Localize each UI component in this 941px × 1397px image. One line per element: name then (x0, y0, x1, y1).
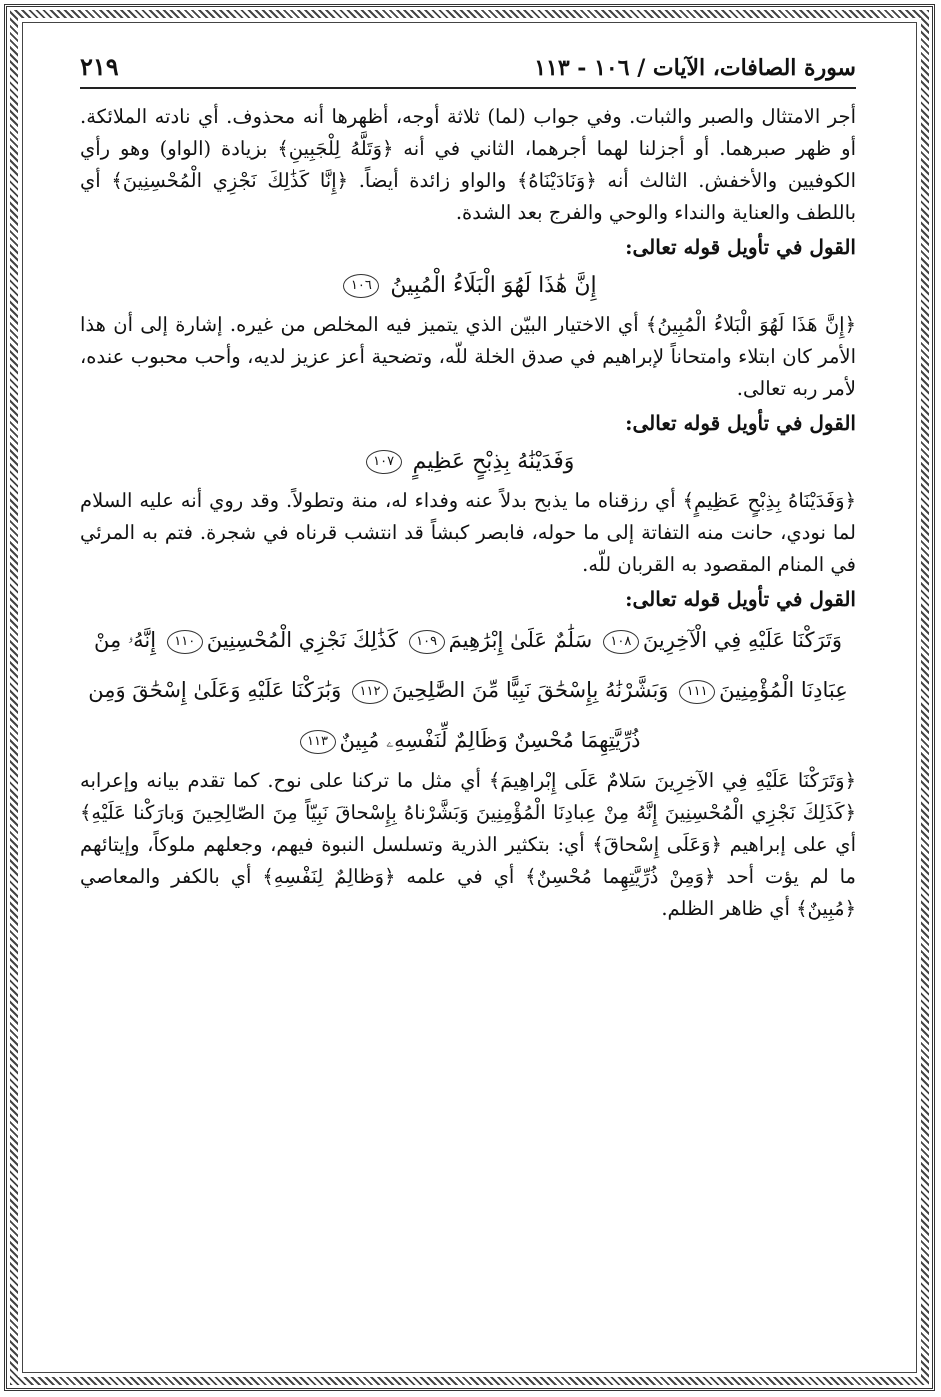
verse-number-badge: ١٠٩ (409, 630, 445, 654)
verse-text: إِنَّهُۥ مِنْ عِبَادِنَا الْمُؤْمِنِينَ (93, 628, 848, 702)
verse-number-badge: ١٠٦ (343, 274, 379, 298)
page-header (80, 52, 856, 89)
paragraph-2: ﴿إِنَّ هَذَا لَهُوَ الْبَلاءُ الْمُبِينُ﴾ أي الاختيار البيّن الذي يتميز فيه المخلص من غيره. إشارة إلى أن هذا الأمر كان ابتلاء وامتحاناً لإبراهيم في صدق الخلة للّه، وتضحية أعز عزيز لديه، وأحب محبوب عنده، لأمر ربه تعالى. (80, 313, 856, 400)
paragraph-3: ﴿وَفَدَيْنَاهُ بِذِبْحٍ عَظِيمٍ﴾ أي رزقناه ما يذبح بدلاً عنه وفداء له، منة وتطولاً. وقد روي أنه عليه السلام لما نودي، حانت منه التفاتة إلى ما حوله، فابصر كبشاً قد انتشب قرناه في شجرة. فتم به المرئي في المنام المقصود به القربان للّه. (80, 489, 857, 576)
verse-text: سَلَٰمٌ عَلَىٰ إِبْرَٰهِيمَ (448, 628, 593, 652)
paragraph-1: أجر الامتثال والصبر والثبات. وفي جواب (لما) ثلاثة أوجه، أظهرها أنه محذوف. أي نادته الملائكة. أو ظهر صبرهما. أو أجزلنا لهما أجرهما، الثاني في أنه ﴿وَتَلَّهُ لِلْجَبِينِ﴾ بزيادة (الواو) وهو رأي الكوفيين والأخفش. الثالث أنه ﴿وَنَادَيْنَاهُ﴾ والواو زائدة أيضاً. ﴿إِنَّا كَذَٰلِكَ نَجْزِي الْمُحْسِنِينَ﴾ أي باللطف والعناية والنداء والوحي والفرج بعد الشدة. (80, 105, 856, 224)
verse-text: كَذَٰلِكَ نَجْزِي الْمُحْسِنِينَ (206, 628, 398, 652)
verse-number-badge: ١١٣ (300, 730, 336, 754)
verse-text: إِنَّ هَٰذَا لَهُوَ الْبَلَاءُ الْمُبِينُ (390, 273, 597, 298)
verse-number-badge: ١٠٧ (366, 450, 402, 474)
page-body (80, 89, 856, 925)
verse-107 (80, 439, 856, 485)
verse-text: وَفَدَيْنَٰهُ بِذِبْحٍ عَظِيمٍ (412, 449, 575, 474)
verse-text: وَبَشَّرْنَٰهُ بِإِسْحَٰقَ نَبِيًّا مِّنَ الصَّٰلِحِينَ (391, 678, 669, 702)
verse-text: وَتَرَكْنَا عَلَيْهِ فِي الْآخِرِينَ (642, 628, 843, 652)
verse-number-badge: ١١٢ (352, 680, 388, 704)
page-number: ٢١٩ (80, 52, 119, 81)
verse-number-badge: ١١٠ (167, 630, 203, 654)
running-title: سورة الصافات، الآيات / ١٠٦ - ١١٣ (534, 55, 856, 81)
verses-108-113 (80, 615, 856, 765)
section-heading-1: القول في تأويل قوله تعالى: (625, 235, 856, 259)
verse-number-badge: ١١١ (679, 680, 715, 704)
section-heading-3: القول في تأويل قوله تعالى: (625, 587, 856, 611)
verse-106 (80, 263, 856, 309)
paragraph-4: ﴿وَتَرَكْنَا عَلَيْهِ فِي الآخِرِينَ سَلامٌ عَلَى إِبْراهِيمَ﴾ أي مثل ما تركنا على نوح. كما تقدم بيانه وإعرابه ﴿كَذَلِكَ نَجْزِي الْمُحْسِنِينَ إِنَّهُ مِنْ عِبادِنَا الْمُؤْمِنِينَ وَبَشَّرْناهُ بِإِسْحاقَ نَبِيّاً مِنَ الصّالِحِينَ وَبارَكْنا عَلَيْهِ﴾ أي على إبراهيم ﴿وَعَلَى إِسْحاقَ﴾ أي: بتكثير الذرية وتسلسل النبوة فيهم، وجعلهم ملوكاً، وإيتائهم ما لم يؤت أحد ﴿وَمِنْ ذُرِّيَّتِهِما مُحْسِنٌ﴾ أي في علمه ﴿وَظالِمٌ لِنَفْسِهِ﴾ أي بالكفر والمعاصي ﴿مُبِينٌ﴾ أي ظاهر الظلم. (80, 769, 856, 920)
section-heading-2: القول في تأويل قوله تعالى: (625, 411, 856, 435)
page-content (80, 52, 856, 925)
verse-number-badge: ١٠٨ (603, 630, 639, 654)
verse-text: وَبَٰرَكْنَا عَلَيْهِ وَعَلَىٰ إِسْحَٰقَ وَمِن ذُرِّيَّتِهِمَا مُحْسِنٌ وَظَالِمٌ لِّنَفْسِهِۦ مُبِينٌ (88, 678, 641, 752)
